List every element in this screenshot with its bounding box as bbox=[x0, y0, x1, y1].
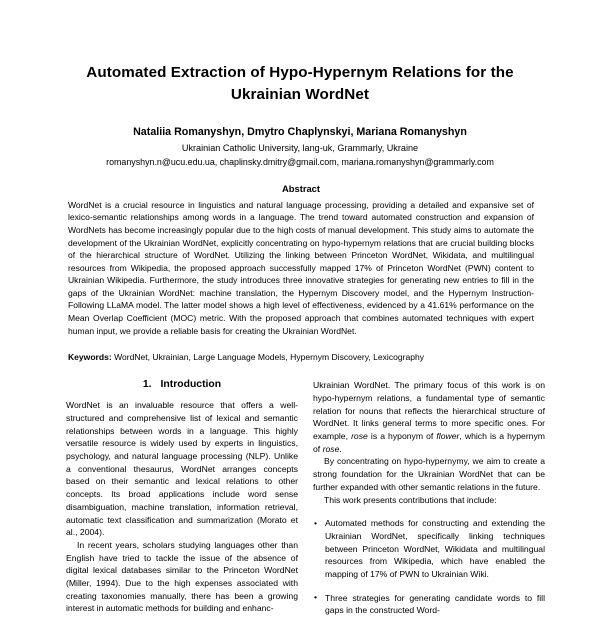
paragraph-text: . bbox=[339, 443, 342, 454]
paragraph: By concentrating on hypo-hypernymy, we aim to create a strong foundation for the Ukrainian WordNet that can be further expanded with other semantic relations in the future. bbox=[313, 456, 545, 492]
paragraph bbox=[313, 379, 545, 455]
abstract-heading: Abstract bbox=[281, 182, 321, 194]
paragraph-text: Ukrainian WordNet. The primary focus of this work is on hypo-hypernym relations, a fundamental type of semantic relation for nouns that reflects the hierarchical structure of WordNet. It links general terms to more specific ones. For example, bbox=[313, 380, 545, 442]
paragraph-text: , which is a hypernym of bbox=[313, 431, 545, 454]
bullet-icon: • bbox=[314, 592, 318, 603]
author-list: Nataliia Romanyshyn, Dmytro Chaplynskyi, Mariana Romanyshyn bbox=[133, 126, 467, 139]
section-heading-introduction bbox=[66, 379, 298, 390]
paragraph: WordNet is an invaluable resource that offers a well-structured and comprehensive list of lexical and semantic relationships between words in a language. This highly versatile resource is widely used by experts in linguistics, psychology, and natural language processing (NLP). Unlike a conventional thesaurus, WordNet arranges concepts based on their semantic and lexical relations to other concepts. Its broad applications include word sense disambiguation, machine translation, information retrieval, automatic text classification and summarization (Morato et al., 2004). bbox=[66, 400, 298, 538]
column-left bbox=[66, 379, 298, 614]
affiliation-line: Ukrainian Catholic University, lang-uk, Grammarly, Ukraine bbox=[181, 142, 419, 153]
list-item bbox=[313, 517, 545, 580]
section-number: 1. bbox=[142, 379, 152, 391]
keywords-line bbox=[68, 351, 534, 363]
list-item-label: Three strategies for generating candidate words to fill gaps in the constructed Word- bbox=[325, 592, 545, 616]
italic-term: rose bbox=[351, 431, 368, 442]
email-line: romanyshyn.n@ucu.edu.ua, chaplinsky.dmitry@gmail.com, mariana.romanyshyn@grammarly.com bbox=[106, 156, 494, 167]
italic-term: rose bbox=[322, 443, 340, 454]
body-columns bbox=[0, 363, 600, 627]
keywords-value: WordNet, Ukrainian, Large Language Models, Hypernym Discovery, Lexicography bbox=[114, 352, 424, 363]
abstract-section bbox=[0, 168, 600, 364]
paragraph-text: is a hyponym of bbox=[367, 431, 437, 442]
list-item bbox=[313, 592, 545, 617]
paragraph: This work presents contributions that include: bbox=[324, 494, 497, 505]
bullet-icon: • bbox=[314, 517, 318, 528]
contributions-list bbox=[313, 517, 545, 617]
column-right bbox=[313, 379, 545, 627]
paragraph: In recent years, scholars studying languages other than English have tried to tackle the issue of the absence of digital lexical databases similar to the Princeton WordNet (Miller, 1994). Due to the high expenses associated with creating taxonomies manually, there has been a growing interest in automatic methods for building and enhanc- bbox=[66, 539, 298, 614]
abstract-body: WordNet is a crucial resource in linguistics and natural language processing, providing a detailed and expansive set of lexico-semantic relationships among words in a language. The trend toward automated construction and expansion of WordNets has become increasingly popular due to the high costs of manual development. This study aims to automate the development of the Ukrainian WordNet, explicitly concentrating on hypo-hypernym relations that are crucial building blocks of the hierarchical structure of WordNet. Utilizing the linking between Princeton WordNet, Wikidata, and multilingual resources from Wikipedia, the proposed approach successfully mapped 17% of Princeton WordNet (PWN) content to Ukrainian Wikipedia. Furthermore, the study introduces three innovative strategies for generating new entries to fill in the gaps of the Ukrainian WordNet: machine translation, the Hypernym Discovery model, and the Hypernym Instruction-Following LLaMA model. The latter model shows a high level of effectiveness, evidenced by a 41.61% performance on the Mean Overlap Coefficient (MOC) metric. With the proposed approach that combines automated techniques with expert human input, we provide a reliable basis for creating the Ukrainian WordNet. bbox=[68, 199, 534, 336]
italic-term: flower bbox=[436, 431, 460, 442]
section-title: Introduction bbox=[160, 379, 222, 391]
list-item-label: Automated methods for constructing and extending the Ukrainian WordNet, specifically linking techniques between Princeton WordNet, Wikidata and multilingual resources from Wikipedia, which have enabled the mapping of 17% of PWN to Ukrainian Wiki. bbox=[325, 518, 545, 579]
keywords-label: Keywords: bbox=[68, 352, 112, 363]
paper-title: Automated Extraction of Hypo-Hypernym Relations for the Ukrainian WordNet bbox=[86, 64, 514, 103]
